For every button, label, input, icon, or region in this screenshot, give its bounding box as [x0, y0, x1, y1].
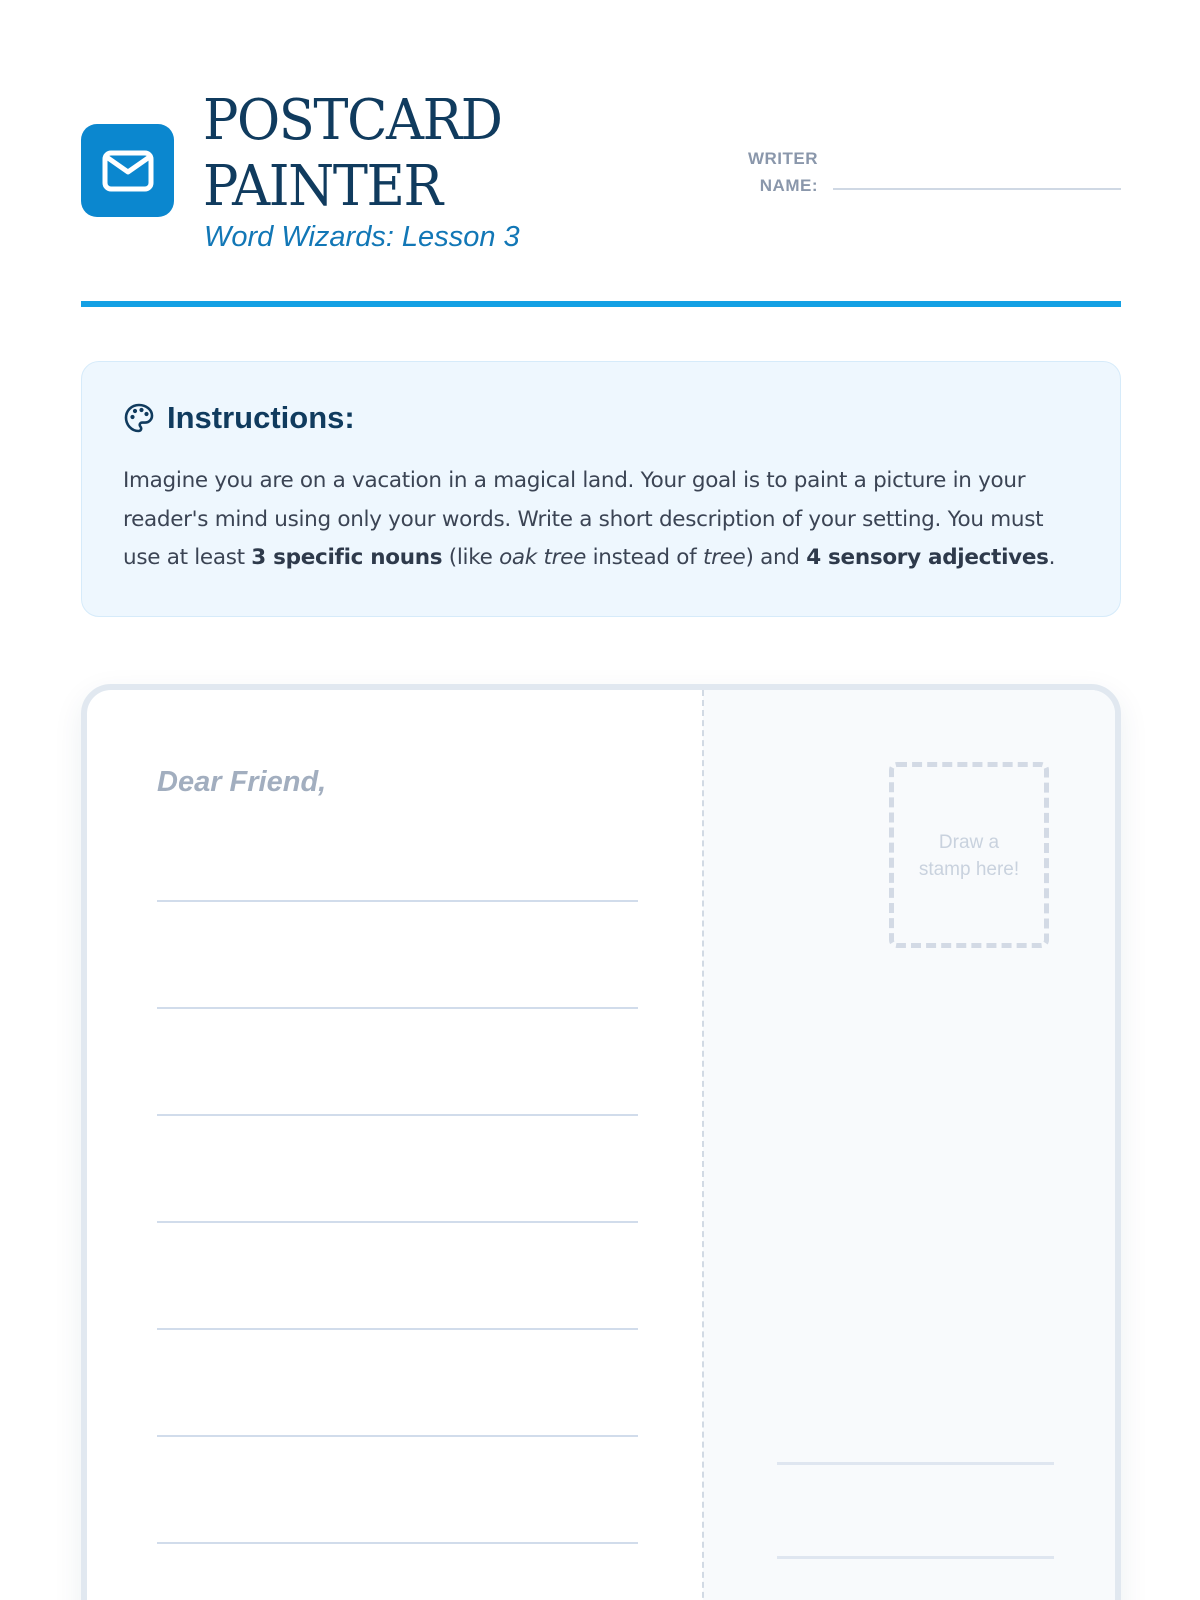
postcard — [81, 684, 1121, 1600]
title-line-1: POSTCARD — [203, 88, 502, 153]
instructions-example-general: tree — [702, 545, 746, 570]
message-writing-line[interactable] — [157, 1007, 638, 1009]
header-divider — [81, 301, 1121, 307]
writer-name-field[interactable] — [833, 188, 1121, 190]
envelope-icon — [102, 150, 154, 192]
instructions-heading — [123, 400, 355, 436]
palette-icon — [123, 402, 155, 434]
stamp-text-line-2: stamp here! — [918, 859, 1020, 880]
instructions-text-part: . — [1048, 545, 1056, 570]
stamp-placeholder-text — [919, 829, 1019, 883]
instructions-text — [123, 462, 1083, 578]
address-line[interactable] — [777, 1462, 1054, 1465]
writer-label-line-1: WRITER — [747, 149, 818, 168]
stamp-box[interactable] — [889, 762, 1049, 948]
instructions-box — [81, 361, 1121, 617]
postcard-greeting: Dear Friend, — [157, 766, 327, 798]
instructions-text-part: Imagine you are on a vacation in a magical land. Your goal is to paint a picture in your reader's mind using only your words. Write a short description of your setting. You must use at least — [123, 468, 1044, 570]
instructions-text-part: instead of — [586, 545, 703, 570]
page-subtitle: Word Wizards: Lesson 3 — [204, 221, 520, 253]
message-writing-line[interactable] — [157, 1328, 638, 1330]
instructions-bold-adjectives: 4 sensory adjectives — [806, 545, 1049, 570]
instructions-bold-nouns: 3 specific nouns — [251, 545, 443, 570]
address-line[interactable] — [777, 1556, 1054, 1559]
writer-name-label — [700, 145, 818, 199]
message-writing-line[interactable] — [157, 1114, 638, 1116]
instructions-example-specific: oak tree — [499, 545, 587, 570]
stamp-text-line-1: Draw a — [938, 832, 1000, 853]
title-line-2: PAINTER — [203, 154, 442, 219]
instructions-text-part: (like — [442, 545, 500, 570]
page-title — [203, 88, 541, 220]
message-writing-line[interactable] — [157, 1221, 638, 1223]
postcard-divider — [702, 690, 704, 1600]
writer-label-line-2: NAME: — [759, 176, 818, 195]
logo-badge — [81, 124, 174, 217]
message-writing-line[interactable] — [157, 900, 638, 902]
message-writing-line[interactable] — [157, 1435, 638, 1437]
message-writing-line[interactable] — [157, 1542, 638, 1544]
instructions-title: Instructions: — [167, 400, 355, 435]
instructions-text-part: ) and — [745, 545, 807, 570]
